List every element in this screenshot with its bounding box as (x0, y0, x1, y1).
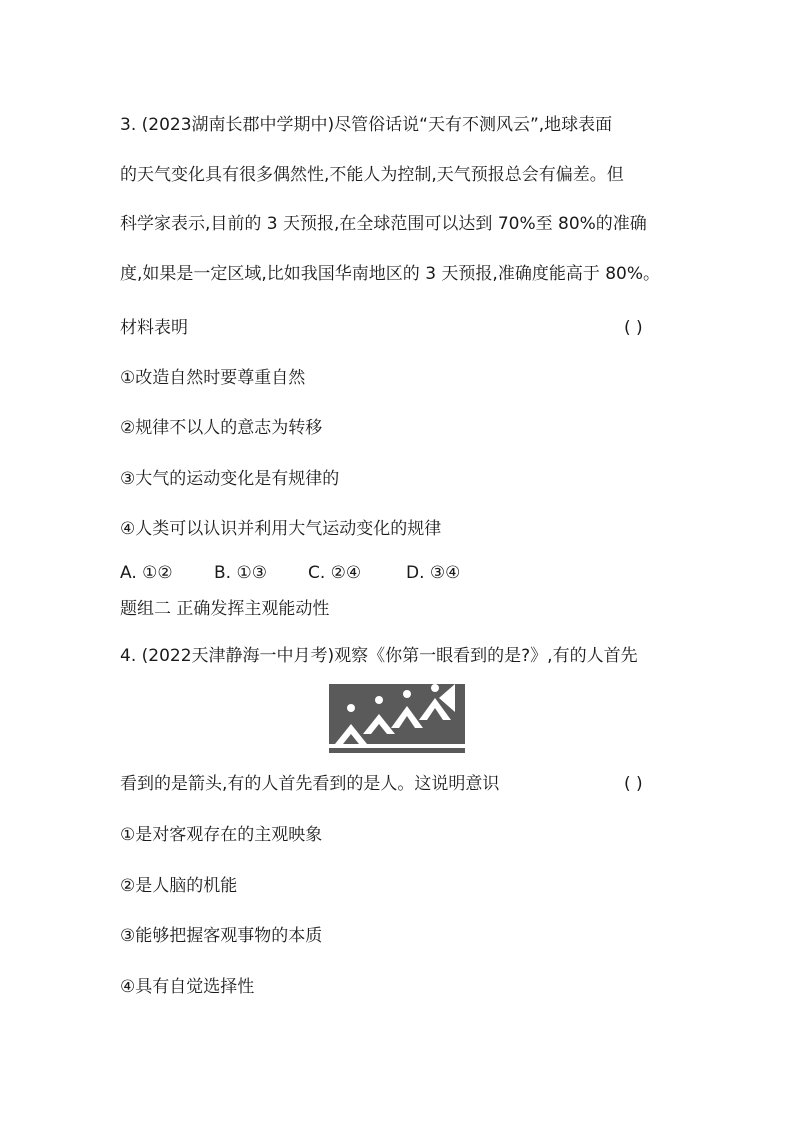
q4-item: ③能够把握客观事物的本质 (120, 926, 323, 946)
q3-prompt: 材料表明 (120, 318, 188, 338)
q3-options (120, 562, 460, 584)
q4-answer-blank: ( ) (624, 774, 643, 794)
arrow-people-illusion-image (329, 684, 465, 753)
q3-text-line: 科学家表示,目前的 3 天预报,在全球范围可以达到 70%至 80%的准确 (120, 214, 647, 234)
q4-item: ①是对客观存在的主观映象 (120, 825, 323, 845)
q3-item: ④人类可以认识并利用大气运动变化的规律 (120, 519, 442, 539)
section-heading: 题组二 正确发挥主观能动性 (120, 599, 330, 619)
q3-answer-blank: ( ) (624, 318, 643, 338)
q3-option-c: C. ②④ (308, 563, 362, 583)
q4-item: ④具有自觉选择性 (120, 977, 255, 997)
q3-option-b: B. ①③ (214, 563, 267, 583)
q4-text-line: 4. (2022天津静海一中月考)观察《你第一眼看到的是?》,有的人首先 (120, 646, 638, 666)
q3-text-line: 3. (2023湖南长郡中学期中)尽管俗话说“天有不测风云”,地球表面 (120, 115, 613, 135)
arrow-people-illusion-icon (329, 684, 465, 753)
q4-item: ②是人脑的机能 (120, 876, 238, 896)
q3-option-d: D. ③④ (406, 563, 461, 583)
q4-text-line: 看到的是箭头,有的人首先看到的是人。这说明意识 (120, 774, 500, 794)
q3-item: ③大气的运动变化是有规律的 (120, 469, 340, 489)
q3-text-line: 度,如果是一定区域,比如我国华南地区的 3 天预报,准确度能高于 80%。 (120, 264, 661, 284)
q3-option-a: A. ①② (120, 563, 173, 583)
q3-text-line: 的天气变化具有很多偶然性,不能人为控制,天气预报总会有偏差。但 (120, 165, 624, 185)
q3-item: ②规律不以人的意志为转移 (120, 418, 323, 438)
q3-item: ①改造自然时要尊重自然 (120, 368, 306, 388)
